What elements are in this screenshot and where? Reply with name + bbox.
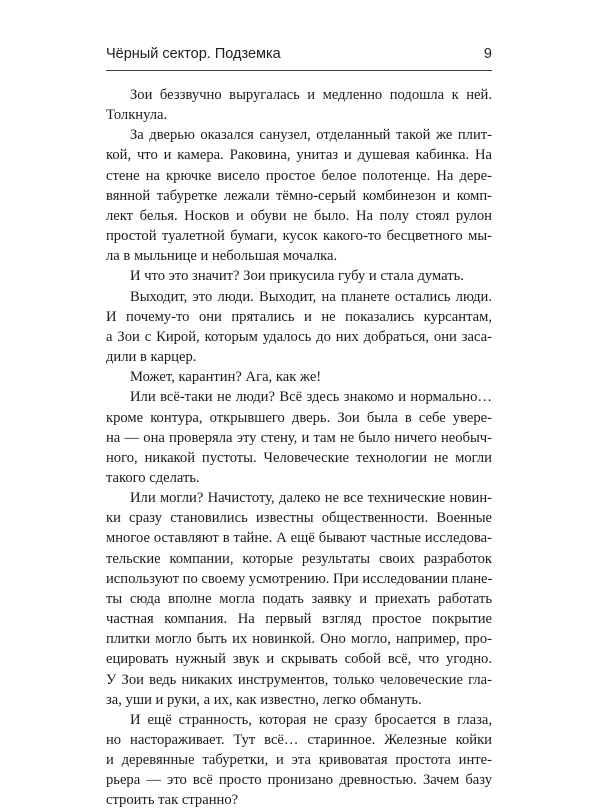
paragraph	[106, 367, 492, 387]
header-rule	[106, 70, 492, 71]
text-line: За дверью оказался санузел, отделанный такой же плит-	[130, 127, 492, 144]
text-line: простой туалетной бумаги, кусок какого-то бесцветного мы-	[106, 228, 492, 245]
text-line: за, уши и руки, а их, как известно, легко обмануть.	[106, 691, 422, 708]
paragraph	[106, 710, 492, 811]
text-line: многое оставляют в тайне. А ещё бывают частные исследова-	[106, 530, 492, 547]
text-line: на — она проверяла эту стену, и там не было ничего необыч-	[106, 429, 492, 446]
paragraph	[106, 125, 492, 266]
text-line: плитки могло быть их новинкой. Оно могло, например, про-	[106, 631, 492, 648]
text-line: ецировать нужный звук и скрывать собой всё, что угодно.	[106, 651, 492, 668]
text-line: а Зои с Кирой, которым удалось до них добраться, они заса-	[106, 328, 492, 345]
paragraph	[106, 387, 492, 488]
text-line: Зои беззвучно выругалась и медленно подошла к ней.	[130, 87, 492, 103]
text-line: ты сюда вполне могла подать заявку и приехать работать	[106, 590, 492, 607]
text-line: и деревянные табуретки, и эта кривоватая простота инте-	[106, 752, 492, 769]
text-line: И ещё странность, которая не сразу бросается в глаза,	[130, 711, 492, 728]
text-line: ного, никакой пустоты. Человеческие технологии не могли	[106, 449, 492, 466]
text-line: И что это значит? Зои прикусила губу и стала думать.	[130, 268, 464, 285]
text-line: стене на крючке висело простое белое полотенце. На дере-	[106, 167, 492, 184]
text-line: Или могли? Начистоту, далеко не все технические новин-	[130, 490, 492, 507]
text-line: такого сделать.	[106, 469, 200, 486]
paragraph	[106, 488, 492, 710]
text-line: ла в мыльнице и небольшая мочалка.	[106, 248, 338, 265]
text-line: частная компания. На первый взгляд простое покрытие	[106, 611, 492, 628]
text-line: строить так странно?	[106, 792, 239, 809]
text-line: кой, что и камера. Раковина, унитаз и душевая кабинка. На	[106, 147, 492, 164]
paragraph	[106, 266, 492, 286]
text-line: Выходит, это люди. Выходит, на планете остались люди.	[130, 288, 492, 305]
text-line: но настораживает. Тут всё… старинное. Железные койки	[106, 732, 492, 748]
text-line: У Зои ведь никаких инструментов, только человеческие гла-	[106, 671, 492, 688]
body-text	[106, 85, 492, 811]
text-line: Толкнула.	[106, 107, 168, 124]
text-line: дили в карцер.	[106, 349, 197, 366]
text-line: ки сразу становились известны общественности. Военные	[106, 510, 492, 527]
text-line: тельские компании, которые результаты своих разработок	[106, 550, 492, 567]
text-line: И почему-то они прятались и не показались курсантам,	[106, 308, 492, 325]
text-line: вянной табуретке лежали тёмно-серый комбинезон и комп-	[106, 187, 492, 204]
text-line: рьера — это всё просто пронизано древностью. Зачем базу	[106, 772, 492, 789]
text-line: Или всё-таки не люди? Всё здесь знакомо и нормально…	[130, 389, 492, 406]
running-title: Чёрный сектор. Подземка	[106, 46, 281, 62]
text-line: Может, карантин? Ага, как же!	[130, 369, 322, 386]
page-number: 9	[483, 46, 492, 62]
paragraph	[106, 85, 492, 125]
paragraph	[106, 287, 492, 368]
text-line: лект белья. Носков и обуви не было. На полу стоял рулон	[106, 207, 492, 224]
text-line: используют по своему усмотрению. При исследовании плане-	[106, 570, 493, 587]
page-header	[106, 46, 492, 68]
text-line: кроме контура, открывшего дверь. Зои была в себе увере-	[106, 409, 492, 426]
